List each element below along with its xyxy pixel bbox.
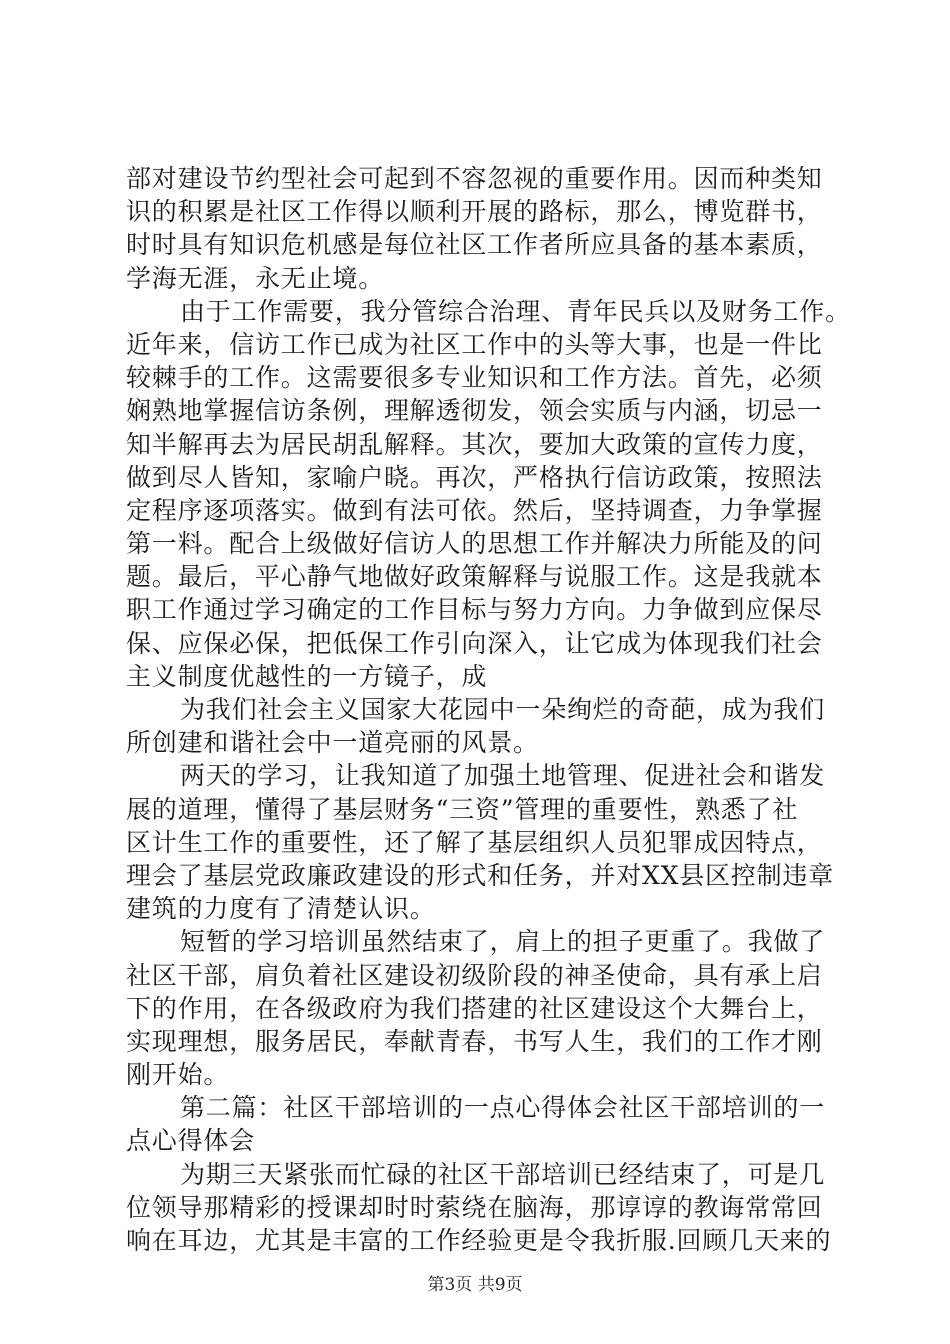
text-line: 所创建和谐社会中一道亮丽的风景。 — [126, 728, 539, 758]
text-line: 区计生工作的重要性，还了解了基层组织人员犯罪成因特点， — [126, 827, 823, 857]
text-line: 社区干部，肩负着社区建设初级阶段的神圣使命，具有承上启 — [126, 960, 823, 990]
text-line: 部对建设节约型社会可起到不容忽视的重要作用。因而种类知 — [126, 164, 823, 193]
text-line: 两天的学习，让我知道了加强土地管理、促进社会和谐发 — [180, 761, 826, 791]
document-body — [126, 162, 851, 1257]
text-line: 知半解再去为居民胡乱解释。其次，要加大政策的宣传力度， — [126, 429, 823, 459]
text-line: 建筑的力度有了清楚认识。 — [126, 894, 436, 924]
text-line: 主义制度优越性的一方镜子，成 — [126, 661, 488, 691]
text-line: 理会了基层党政廉政建设的形式和任务，并对XX县区控制违章 — [126, 860, 834, 890]
text-line: 识的积累是社区工作得以顺利开展的路标，那么，博览群书， — [126, 197, 823, 227]
text-line: 刚开始。 — [126, 1060, 230, 1090]
text-line: 位领导那精彩的授课却时时萦绕在脑海，那谆谆的教诲常常回 — [126, 1192, 823, 1222]
text-line: 为期三天紧张而忙碌的社区干部培训已经结束了，可是几 — [180, 1159, 826, 1189]
text-line: 较棘手的工作。这需要很多专业知识和工作方法。首先，必须 — [126, 363, 823, 393]
text-line: 点心得体会 — [126, 1126, 256, 1156]
text-line: 题。最后，平心静气地做好政策解释与说服工作。这是我就本 — [126, 562, 823, 592]
text-line: 定程序逐项落实。做到有法可依。然后，坚持调查，力争掌握 — [126, 495, 823, 525]
text-line: 响在耳边，尤其是丰富的工作经验更是令我折服.回顾几天来的 — [126, 1226, 832, 1255]
text-line: 短暂的学习培训虽然结束了，肩上的担子更重了。我做了 — [180, 927, 826, 957]
text-line: 由于工作需要，我分管综合治理、青年民兵以及财务工作。 — [180, 296, 851, 326]
text-line: 保、应保必保，把低保工作引向深入，让它成为体现我们社会 — [126, 628, 823, 658]
text-line: 第二篇：社区干部培训的一点心得体会社区干部培训的一 — [180, 1093, 826, 1123]
page-footer: 第3页 共9页 — [427, 1275, 523, 1295]
text-line: 第一料。配合上级做好信访人的思想工作并解决力所能及的问 — [126, 529, 823, 559]
text-line: 职工作通过学习确定的工作目标与努力方向。力争做到应保尽 — [126, 595, 823, 625]
text-line: 展的道理，懂得了基层财务“三资”管理的重要性，熟悉了社 — [126, 794, 799, 824]
text-line: 为我们社会主义国家大花园中一朵绚烂的奇葩，成为我们 — [180, 695, 826, 724]
text-line: 近年来，信访工作已成为社区工作中的头等大事，也是一件比 — [126, 329, 823, 359]
text-line: 实现理想，服务居民，奉献青春，书写人生，我们的工作才刚 — [126, 1026, 823, 1056]
text-line: 学海无涯，永无止境。 — [126, 263, 385, 293]
text-line: 做到尽人皆知，家喻户晓。再次，严格执行信访政策，按照法 — [126, 462, 823, 492]
text-line: 时时具有知识危机感是每位社区工作者所应具备的基本素质， — [126, 230, 823, 260]
text-line: 娴熟地掌握信访条例，理解透彻发，领会实质与内涵，切忌一 — [126, 396, 823, 426]
text-line: 下的作用，在各级政府为我们搭建的社区建设这个大舞台上， — [126, 993, 823, 1023]
